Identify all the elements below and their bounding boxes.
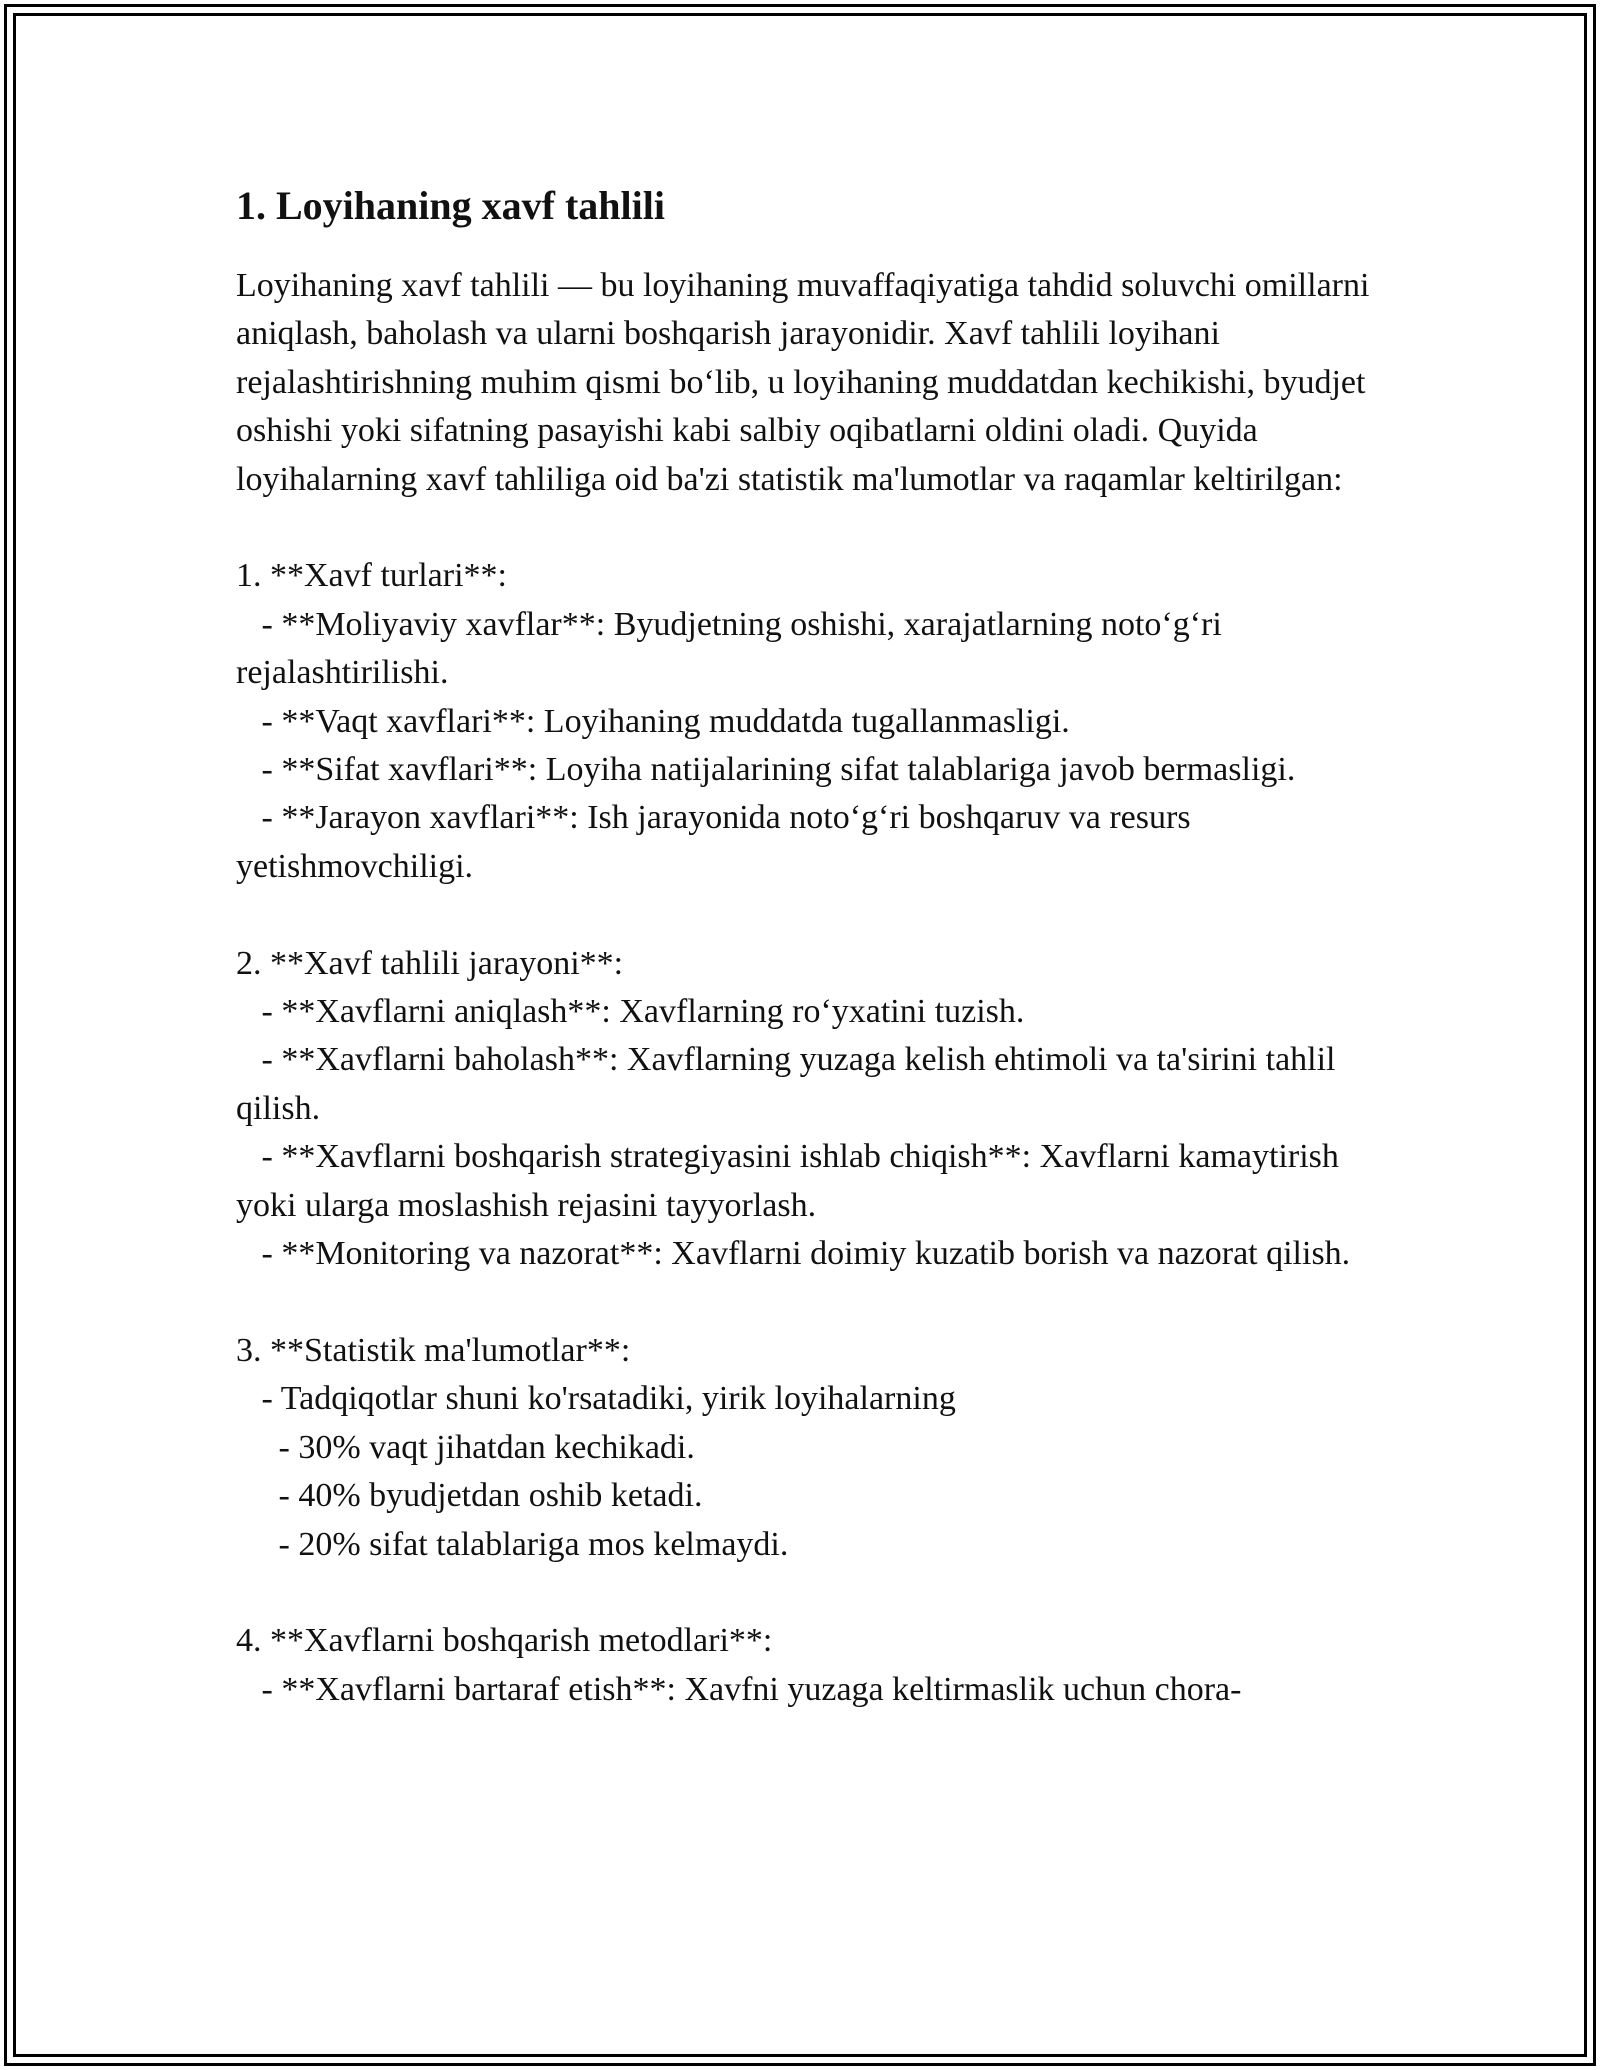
list-item: - 20% sifat talablariga mos kelmaydi. [236,1525,789,1563]
list-item: - **Sifat xavflari**: Loyiha natijalarining sifat talablariga javob bermasligi. [236,751,1296,789]
blank-line [236,1569,1376,1617]
list-item: - 40% byudjetdan oshib ketadi. [236,1477,703,1515]
list-item: - **Xavflarni boshqarish strategiyasini ishlab chiqish**: Xavflarni kamaytirish yoki ularga moslashish rejasini tayyorlash. [236,1138,1348,1224]
list-item: - **Xavflarni baholash**: Xavflarning yuzaga kelish ehtimoli va ta'sirini tahlil qilish. [236,1041,1345,1127]
intro-paragraph: Loyihaning xavf tahlili — bu loyihaning muvaffaqiyatiga tahdid soluvchi omillarni aniqlash, baholash va ularni boshqarish jarayonidir. Xavf tahlili loyihani rejalashtirishning muhim qismi bo‘lib, u loyihaning muddatdan kechikishi, byudjet oshishi yoki sifatning pasayishi kabi salbiy oqibatlarni oldini oladi. Quyida loyihalarning xavf tahliliga oid ba'zi statistik ma'lumotlar va raqamlar keltirilgan: [236,267,1370,498]
list-item: - **Xavflarni bartaraf etish**: Xavfni yuzaga keltirmaslik uchun chora- [236,1670,1242,1708]
blank-line [236,891,1376,939]
blank-line [236,1279,1376,1327]
list-item: - 30% vaqt jihatdan kechikadi. [236,1428,695,1466]
section-title: 2. **Xavf tahlili jarayoni**: [236,944,624,982]
section-xavf-tahlili-jarayoni [236,940,1376,1279]
list-item: - **Moliyaviy xavflar**: Byudjetning oshishi, xarajatlarning noto‘g‘ri rejalashtirilishi. [236,605,1231,692]
section-title: 3. **Statistik ma'lumotlar**: [236,1331,631,1369]
list-item: - **Jarayon xavflari**: Ish jarayonida noto‘g‘ri boshqaruv va resurs yetishmovchiligi. [236,799,1200,885]
section-boshqarish-metodlari [236,1617,1376,1714]
document-body [236,180,1376,1714]
list-item: - **Xavflarni aniqlash**: Xavflarning ro‘yxatini tuzish. [236,993,1025,1031]
section-xavf-turlari [236,552,1376,891]
blank-line [236,504,1376,552]
section-title: 4. **Xavflarni boshqarish metodlari**: [236,1622,773,1660]
document-heading: 1. Loyihaning xavf tahlili [236,183,665,228]
list-item: - Tadqiqotlar shuni ko'rsatadiki, yirik loyihalarning [236,1380,956,1418]
section-title: 1. **Xavf turlari**: [236,557,507,595]
list-item: - **Vaqt xavflari**: Loyihaning muddatda tugallanmasligi. [236,702,1070,740]
section-statistik-malumotlar [236,1327,1376,1569]
list-item: - **Monitoring va nazorat**: Xavflarni doimiy kuzatib borish va nazorat qilish. [236,1235,1351,1273]
